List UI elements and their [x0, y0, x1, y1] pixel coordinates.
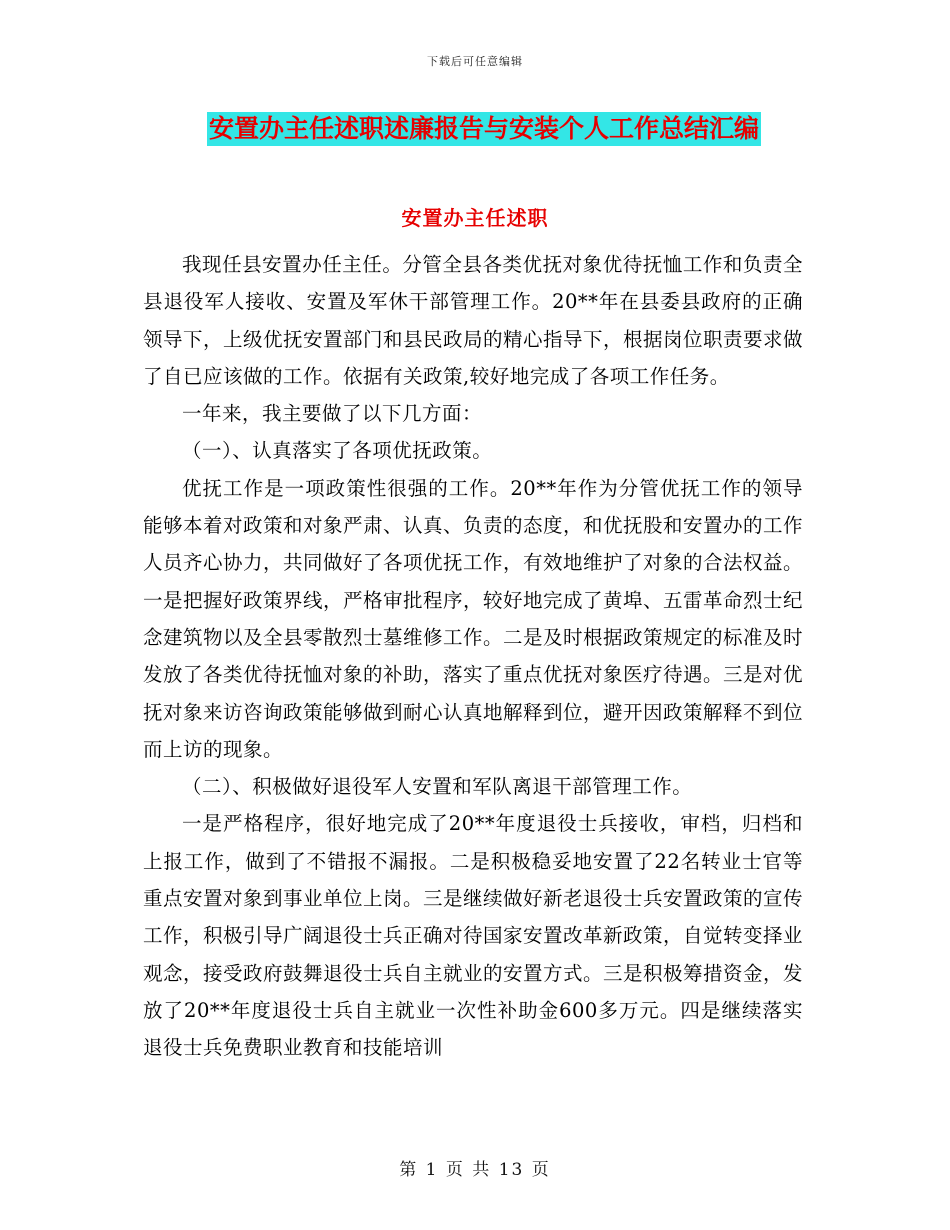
body-paragraph: 一是严格程序，很好地完成了20**年度退役士兵接收，审档，归档和上报工作，做到了不错报不漏报。二是积极稳妥地安置了22名转业士官等重点安置对象到事业单位上岗。三是继续做好新老退役士兵安置政策的宣传工作，积极引导广阔退役士兵正确对待国家安置改革新政策，自觉转变择业观念，接受政府鼓舞退役士兵自主就业的安置方式。三是积极筹措资金，发放了20**年度退役士兵自主就业一次性补助金600多万元。四是继续落实退役士兵免费职业教育和技能培训 — [143, 812, 804, 1060]
body-paragraph: 优抚工作是一项政策性很强的工作。20**年作为分管优抚工作的领导能够本着对政策和对象严肃、认真、负责的态度，和优抚股和安置办的工作人员齐心协力，共同做好了各项优抚工作，有效地维护了对象的合法权益。一是把握好政策界线，严格审批程序，较好地完成了黄埠、五雷革命烈士纪念建筑物以及全县零散烈士墓维修工作。二是及时根据政策规定的标准及时发放了各类优待抚恤对象的补助，落实了重点优抚对象医疗待遇。三是对优抚对象来访咨询政策能够做到耐心认真地解释到位，避开因政策解释不到位而上访的现象。 — [143, 476, 804, 761]
body-paragraph-heading: （一）、认真落实了各项优抚政策。 — [182, 439, 493, 463]
body-paragraph: 一年来，我主要做了以下几方面： — [182, 402, 483, 426]
page-number: 第 1 页 共 13 页 — [399, 1160, 551, 1180]
document-title: 安置办主任述职述廉报告与安装个人工作总结汇编 — [207, 112, 761, 146]
body-paragraph: 我现任县安置办任主任。分管全县各类优抚对象优待抚恤工作和负责全县退役军人接收、安置及军休干部管理工作。20**年在县委县政府的正确领导下，上级优抚安置部门和县民政局的精心指导下，根据岗位职责要求做了自已应该做的工作。依据有关政策,较好地完成了各项工作任务。 — [143, 253, 804, 388]
section-title: 安置办主任述职 — [401, 206, 549, 230]
page-header-note: 下载后可任意编辑 — [427, 55, 523, 68]
document-body — [143, 246, 803, 1067]
body-paragraph-heading: （二）、积极做好退役军人安置和军队离退干部管理工作。 — [182, 775, 693, 799]
